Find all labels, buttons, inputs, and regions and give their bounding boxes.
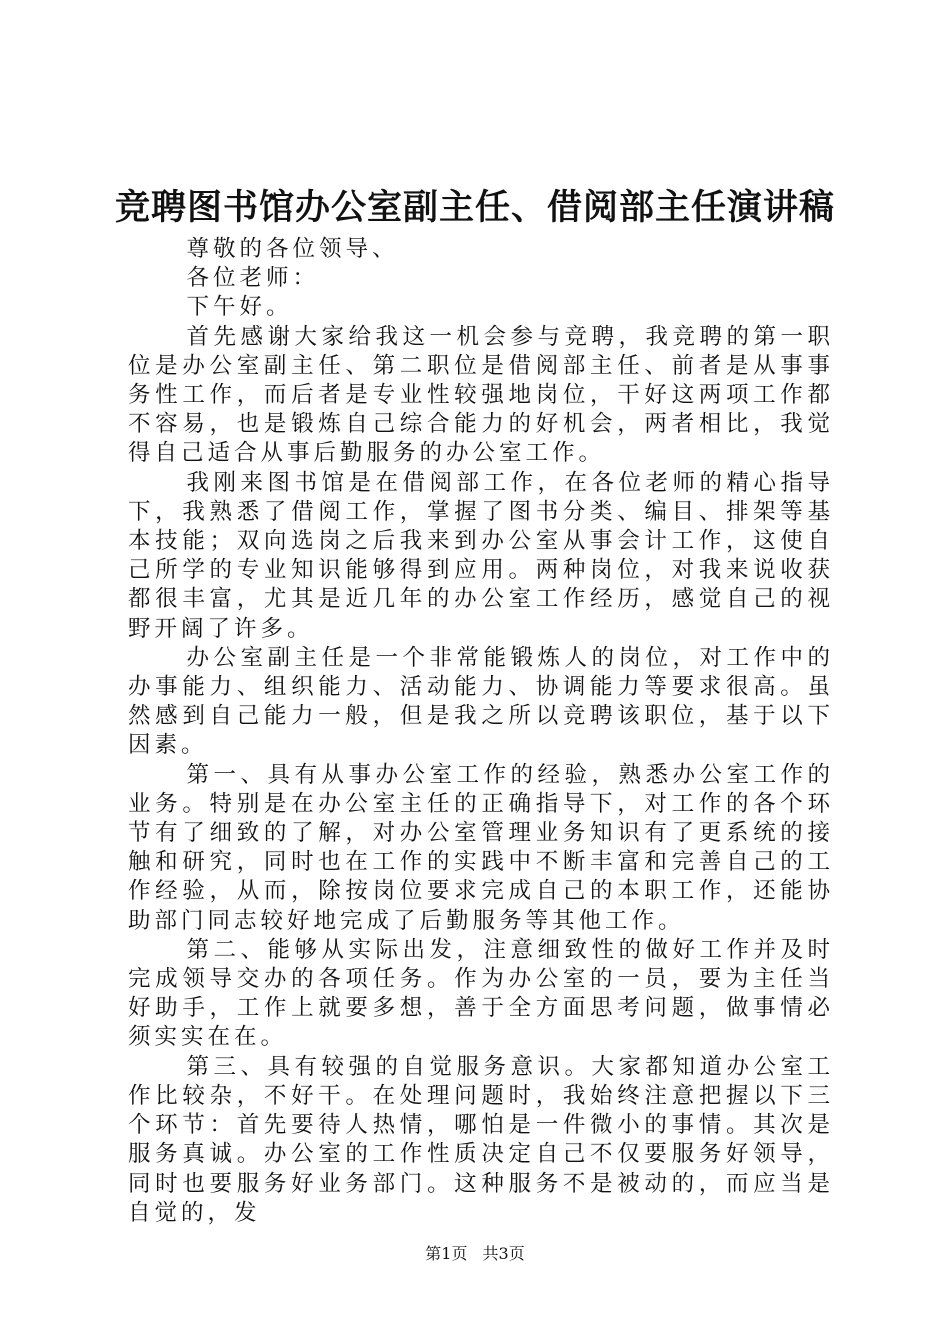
document-title: 竞聘图书馆办公室副主任、借阅部主任演讲稿 xyxy=(114,187,835,228)
document-body xyxy=(128,235,834,1228)
page-number: 第1页 xyxy=(425,1244,468,1263)
page-footer xyxy=(0,1243,950,1265)
body-paragraph: 我刚来图书馆是在借阅部工作，在各位老师的精心指导下，我熟悉了借阅工作，掌握了图书分类、编目、排架等基本技能；双向选岗之后我来到办公室从事会计工作，这使自己所学的专业知识能够得到应用。两种岗位，对我来说收获都很丰富，尤其是近几年的办公室工作经历，感觉自己的视野开阔了许多。 xyxy=(128,469,834,642)
body-paragraph: 第一、具有从事办公室工作的经验，熟悉办公室工作的业务。特别是在办公室主任的正确指导下，对工作的各个环节有了细致的了解，对办公室管理业务知识有了更系统的接触和研究，同时也在工作的实践中不断丰富和完善自己的工作经验，从而，除按岗位要求完成自己的本职工作，还能协助部门同志较好地完成了后勤服务等其他工作。 xyxy=(128,761,834,934)
page-total: 共3页 xyxy=(482,1244,525,1263)
greeting-line: 下午好。 xyxy=(186,294,293,321)
salutation-line: 尊敬的各位领导、 xyxy=(186,236,399,262)
body-paragraph: 第二、能够从实际出发，注意细致性的做好工作并及时完成领导交办的各项任务。作为办公室的一员，要为主任当好助手，工作上就要多想，善于全方面思考问题，做事情必须实实在在。 xyxy=(128,936,834,1051)
body-paragraph: 首先感谢大家给我这一机会参与竞聘，我竞聘的第一职位是办公室副主任、第二职位是借阅部主任、前者是从事事务性工作，而后者是专业性较强地岗位，干好这两项工作都不容易，也是锻炼自己综合能力的好机会，两者相比，我觉得自己适合从事后勤服务的办公室工作。 xyxy=(128,323,834,467)
body-paragraph: 办公室副主任是一个非常能锻炼人的岗位，对工作中的办事能力、组织能力、活动能力、协调能力等要求很高。虽然感到自己能力一般，但是我之所以竞聘该职位，基于以下因素。 xyxy=(128,644,834,759)
body-paragraph: 第三、具有较强的自觉服务意识。大家都知道办公室工作比较杂，不好干。在处理问题时，我始终注意把握以下三个环节：首先要待人热情，哪怕是一件微小的事情。其次是服务真诚。办公室的工作性质决定自己不仅要服务好领导，同时也要服务好业务部门。这种服务不是被动的，而应当是自觉的，发 xyxy=(128,1053,834,1226)
salutation-line: 各位老师： xyxy=(186,265,320,292)
